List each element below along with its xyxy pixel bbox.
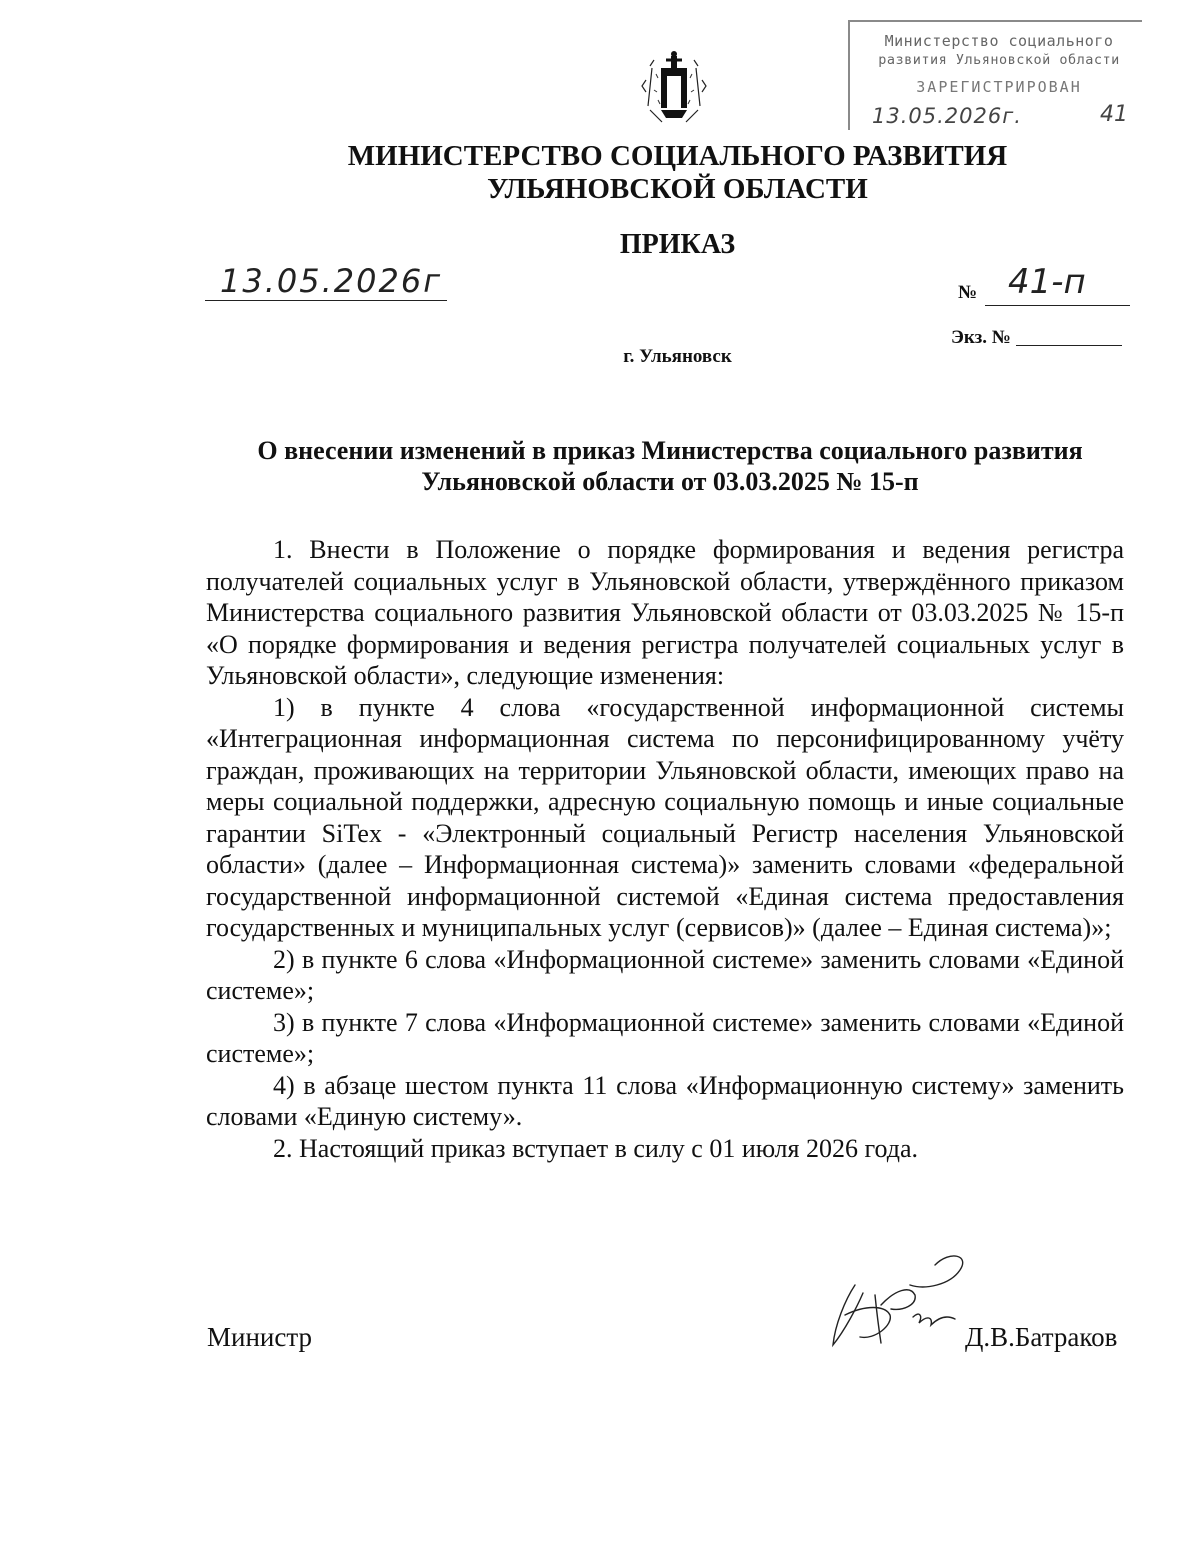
order-date: 13.05.2026г (220, 262, 443, 300)
body-paragraph-2: 1) в пункте 4 слова «государственной информационной системы «Интеграционная информационная система по персонифицированному учёту граждан, проживающих на территории Ульяновской области, имеющих право на меры социальной поддержки, адресную социальную помощь и иные социальные гарантии SiTex - «Электронный социальный Регистр населения Ульяновской области» (далее – Информационная система)» заменить словами «федеральной государственной информационной системой «Единая система предоставления государственных и муниципальных услуг (сервисов)» (далее – Единая система)»; (206, 692, 1124, 942)
order-body (206, 534, 1124, 1164)
order-subject-line2: Ульяновской области от 03.03.2025 № 15-п (421, 467, 919, 496)
stamp-line-1: Министерство социального (884, 32, 1114, 50)
document-type-title: ПРИКАЗ (619, 229, 736, 260)
order-number-label: № (958, 282, 978, 303)
stamp-number: 41 (1100, 102, 1128, 127)
copy-number-label: Экз. № (951, 327, 1011, 348)
order-subject (150, 435, 1190, 497)
signatory-position: Министр (207, 1322, 312, 1352)
ministry-name-line2: УЛЬЯНОВСКОЙ ОБЛАСТИ (487, 173, 868, 205)
stamp-registered: ЗАРЕГИСТРИРОВАН (916, 78, 1082, 96)
city-label: г. Ульяновск (623, 346, 732, 367)
signatory-name: Д.В.Батраков (965, 1322, 1118, 1352)
stamp-line-2: развития Ульяновской области (878, 52, 1120, 68)
order-number: 41-п (1008, 262, 1086, 302)
body-paragraph-3: 2) в пункте 6 слова «Информационной системе» заменить словами «Единой системе»; (206, 944, 1124, 1005)
date-underline (205, 300, 447, 301)
handwritten-signature (815, 1245, 975, 1365)
body-paragraph-5: 4) в абзаце шестом пункта 11 слова «Информационную систему» заменить словами «Единую систему». (206, 1070, 1124, 1131)
body-paragraph-1: 1. Внести в Положение о порядке формирования и ведения регистра получателей социальных услуг в Ульяновской области, утверждённого приказом Министерства социального развития Ульяновской области от 03.03.2025 № 15-п «О порядке формирования и ведения регистра получателей социальных услуг в Ульяновской области», следующие изменения: (206, 535, 1124, 690)
body-paragraph-4: 3) в пункте 7 слова «Информационной системе» заменить словами «Единой системе»; (206, 1007, 1124, 1068)
order-subject-line1: О внесении изменений в приказ Министерства социального развития (257, 436, 1083, 465)
ministry-name-line1: МИНИСТЕРСТВО СОЦИАЛЬНОГО РАЗВИТИЯ (347, 140, 1008, 172)
number-underline (985, 305, 1130, 306)
registration-stamp (848, 20, 1142, 130)
coat-of-arms-icon (632, 46, 716, 130)
stamp-date: 13.05.2026г. (872, 104, 1022, 128)
body-paragraph-6: 2. Настоящий приказ вступает в силу с 01 июля 2026 года. (273, 1133, 919, 1163)
